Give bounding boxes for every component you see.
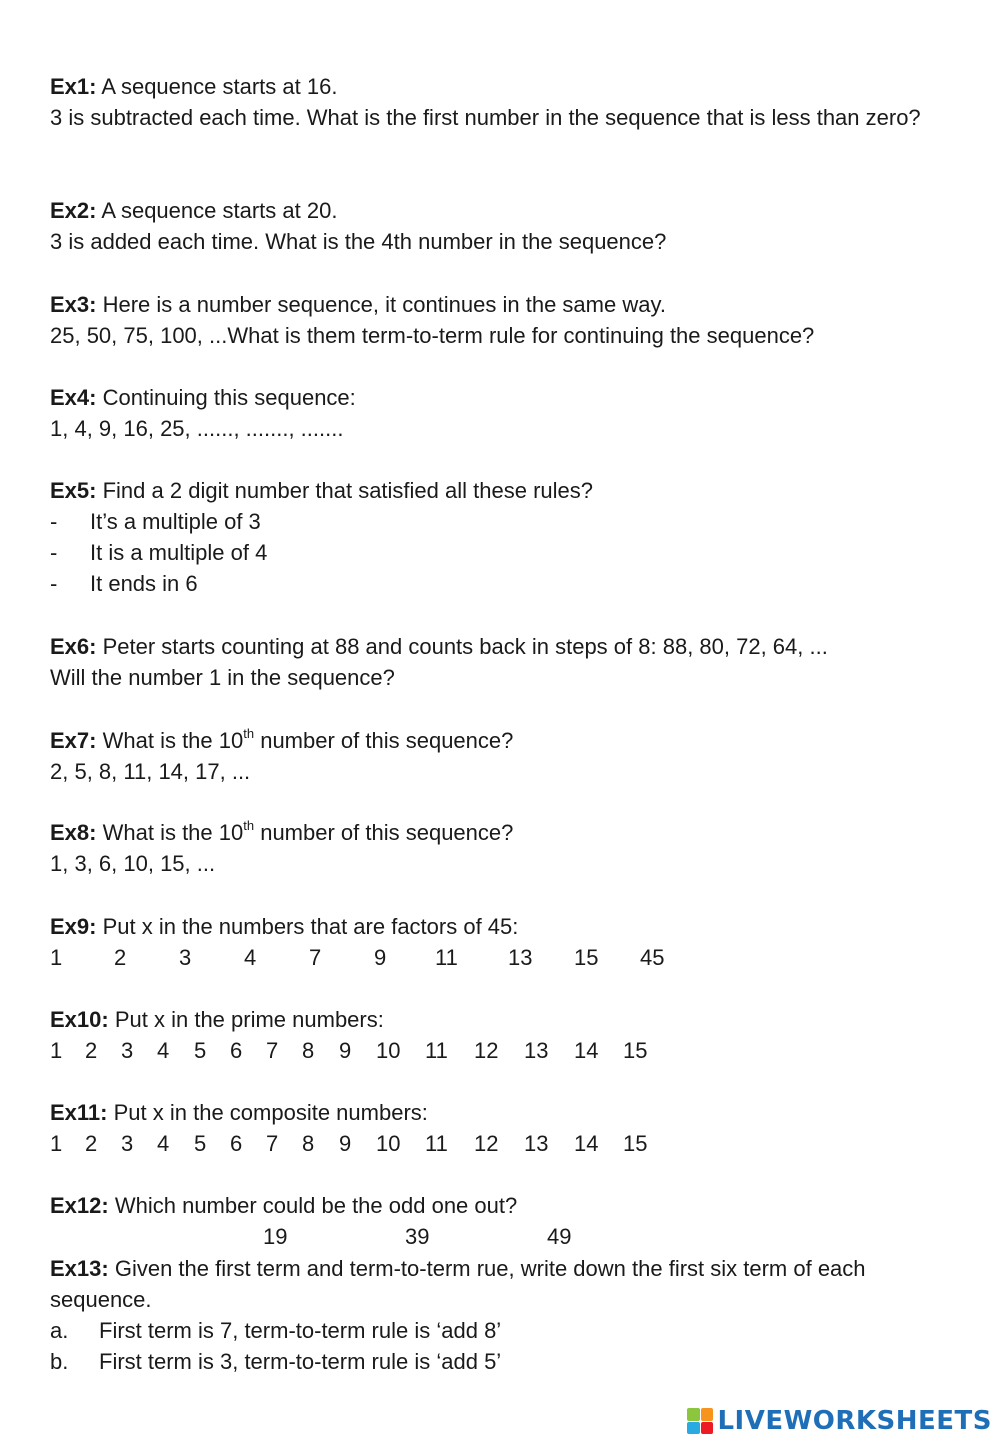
exercise-6	[50, 631, 950, 693]
number-option[interactable]: 4	[157, 1038, 170, 1063]
list-text: First term is 7, term-to-term rule is ‘add 8’	[99, 1318, 502, 1343]
exercise-text: Peter starts counting at 88 and counts back in steps of 8: 88, 80, 72, 64, ...	[102, 634, 828, 659]
number-option[interactable]: 14	[574, 1131, 599, 1156]
exercise-text: Which number could be the odd one out?	[114, 1193, 518, 1218]
number-option[interactable]: 13	[524, 1038, 549, 1063]
exercise-text: Put x in the prime numbers:	[114, 1007, 384, 1032]
exercise-text: number of this sequence?	[254, 820, 514, 845]
exercise-3	[50, 289, 950, 351]
rule-text: It is a multiple of 4	[90, 540, 268, 565]
exercise-label: Ex4:	[50, 385, 97, 410]
ordinal-suffix: th	[243, 725, 255, 741]
number-option[interactable]: 7	[309, 945, 322, 970]
number-option[interactable]: 5	[194, 1131, 207, 1156]
number-option[interactable]: 12	[474, 1038, 499, 1063]
rule-item	[50, 537, 950, 568]
number-option[interactable]: 9	[339, 1131, 352, 1156]
number-option[interactable]: 2	[114, 945, 127, 970]
exercise-text: Put x in the numbers that are factors of 45:	[102, 914, 519, 939]
exercise-text: A sequence starts at 20.	[101, 198, 338, 223]
exercise-text: Continuing this sequence:	[102, 385, 356, 410]
number-option[interactable]: 4	[244, 945, 257, 970]
sequence-text: 1, 4, 9, 16, 25, ......, ......., .......	[50, 416, 344, 441]
exercise-text: 3 is added each time. What is the 4th number in the sequence?	[50, 229, 667, 254]
list-text: First term is 3, term-to-term rule is ‘add 5’	[99, 1349, 502, 1374]
number-option[interactable]: 12	[474, 1131, 499, 1156]
number-option[interactable]: 9	[339, 1038, 352, 1063]
number-option[interactable]: 13	[508, 945, 533, 970]
exercise-text: 3 is subtracted each time. What is the first number in the sequence that is less than zero?	[50, 105, 921, 130]
sequence-text: 2, 5, 8, 11, 14, 17, ...	[50, 759, 251, 784]
number-option[interactable]: 13	[524, 1131, 549, 1156]
exercise-10	[50, 1004, 950, 1066]
number-row	[50, 1128, 950, 1159]
exercise-text: Given the first term and term-to-term rue, write down the first six term of each sequence.	[50, 1256, 866, 1312]
list-item	[50, 1346, 950, 1377]
rule-item	[50, 568, 950, 599]
number-option[interactable]: 10	[376, 1038, 401, 1063]
exercise-4	[50, 382, 950, 444]
exercise-label: Ex8:	[50, 820, 97, 845]
exercise-1	[50, 71, 950, 133]
number-option[interactable]: 49	[547, 1224, 572, 1249]
bullet-mark: -	[50, 540, 58, 565]
number-option[interactable]: 19	[263, 1224, 288, 1249]
logo-grid-icon	[687, 1408, 713, 1434]
number-option[interactable]: 1	[50, 1131, 63, 1156]
exercise-label: Ex3:	[50, 292, 97, 317]
ordinal-suffix: th	[243, 817, 255, 833]
exercise-2	[50, 195, 950, 257]
number-row	[50, 1035, 950, 1066]
exercise-12	[50, 1190, 950, 1252]
exercise-text: Put x in the composite numbers:	[113, 1100, 428, 1125]
list-item	[50, 1315, 950, 1346]
exercise-7	[50, 725, 950, 787]
number-option[interactable]: 15	[574, 945, 599, 970]
exercise-label: Ex2:	[50, 198, 97, 223]
rule-text: It’s a multiple of 3	[90, 509, 261, 534]
bullet-mark: -	[50, 571, 58, 596]
exercise-label: Ex6:	[50, 634, 97, 659]
number-option[interactable]: 15	[623, 1131, 648, 1156]
number-option[interactable]: 1	[50, 945, 63, 970]
number-option[interactable]: 7	[266, 1131, 279, 1156]
number-option[interactable]: 6	[230, 1131, 243, 1156]
number-option[interactable]: 10	[376, 1131, 401, 1156]
number-option[interactable]: 1	[50, 1038, 63, 1063]
list-marker: b.	[50, 1349, 69, 1374]
number-option[interactable]: 3	[179, 945, 192, 970]
number-option[interactable]: 9	[374, 945, 387, 970]
number-option[interactable]: 3	[121, 1131, 134, 1156]
exercise-13	[50, 1253, 950, 1377]
number-option[interactable]: 39	[405, 1224, 430, 1249]
exercise-label: Ex12:	[50, 1193, 109, 1218]
liveworksheets-logo	[687, 1405, 992, 1437]
exercise-8	[50, 817, 950, 879]
number-option[interactable]: 2	[85, 1131, 98, 1156]
exercise-label: Ex1:	[50, 74, 97, 99]
bullet-mark: -	[50, 509, 58, 534]
exercise-5	[50, 475, 950, 599]
number-option[interactable]: 11	[425, 1131, 448, 1156]
number-option[interactable]: 3	[121, 1038, 134, 1063]
exercise-text: A sequence starts at 16.	[101, 74, 338, 99]
number-option[interactable]: 7	[266, 1038, 279, 1063]
exercise-text: Here is a number sequence, it continues in the same way.	[102, 292, 666, 317]
exercise-text: number of this sequence?	[254, 728, 514, 753]
list-marker: a.	[50, 1318, 69, 1343]
number-option[interactable]: 45	[640, 945, 665, 970]
exercise-9	[50, 911, 950, 973]
exercise-label: Ex9:	[50, 914, 97, 939]
number-option[interactable]: 8	[302, 1038, 315, 1063]
number-option[interactable]: 2	[85, 1038, 98, 1063]
exercise-label: Ex10:	[50, 1007, 109, 1032]
exercise-text: What is the 10	[102, 820, 244, 845]
sequence-text: 1, 3, 6, 10, 15, ...	[50, 851, 216, 876]
number-option[interactable]: 4	[157, 1131, 170, 1156]
number-row	[50, 942, 950, 973]
exercise-label: Ex7:	[50, 728, 97, 753]
logo-text: LIVEWORKSHEETS	[717, 1406, 992, 1436]
exercise-text: Will the number 1 in the sequence?	[50, 665, 395, 690]
number-option[interactable]: 6	[230, 1038, 243, 1063]
number-option[interactable]: 8	[302, 1131, 315, 1156]
exercise-label: Ex5:	[50, 478, 97, 503]
exercise-label: Ex13:	[50, 1256, 109, 1281]
number-option[interactable]: 11	[435, 945, 458, 970]
exercise-text: Find a 2 digit number that satisfied all these rules?	[102, 478, 593, 503]
exercise-text: What is the 10	[102, 728, 244, 753]
number-option[interactable]: 15	[623, 1038, 648, 1063]
exercise-label: Ex11:	[50, 1100, 108, 1125]
number-option[interactable]: 14	[574, 1038, 599, 1063]
number-option[interactable]: 11	[425, 1038, 448, 1063]
exercise-text: 25, 50, 75, 100, ...What is them term-to-term rule for continuing the sequence?	[50, 323, 815, 348]
rule-item	[50, 506, 950, 537]
exercise-11	[50, 1097, 950, 1159]
number-row	[50, 1221, 950, 1252]
rule-text: It ends in 6	[90, 571, 198, 596]
number-option[interactable]: 5	[194, 1038, 207, 1063]
